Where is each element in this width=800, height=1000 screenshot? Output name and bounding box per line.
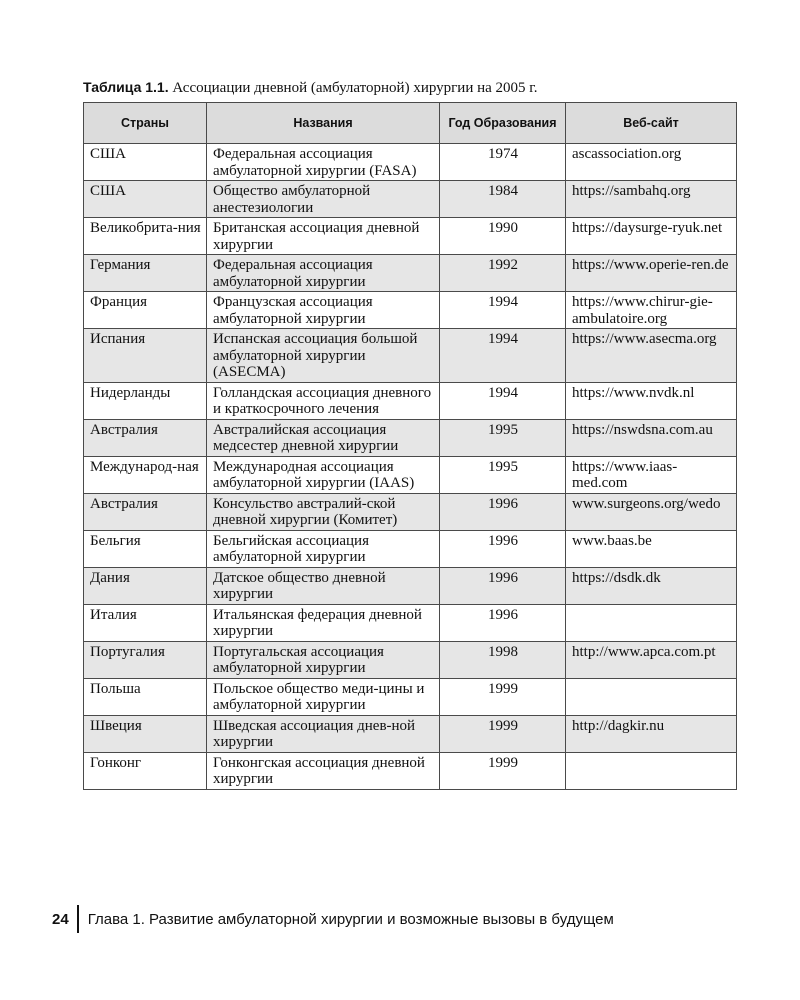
country-cell: Нидерланды — [84, 382, 207, 419]
name-cell: Итальянская федерация дневной хирургии — [207, 604, 440, 641]
website-cell: http://www.apca.com.pt — [566, 641, 737, 678]
country-cell: Международ-ная — [84, 456, 207, 493]
year-cell: 1994 — [440, 329, 566, 383]
table-row — [84, 567, 737, 604]
year-cell: 1999 — [440, 715, 566, 752]
name-cell: Португальская ассоциация амбулаторной хирургии — [207, 641, 440, 678]
year-cell: 1996 — [440, 604, 566, 641]
country-cell: США — [84, 181, 207, 218]
caption-text: Ассоциации дневной (амбулаторной) хирургии на 2005 г. — [168, 80, 538, 96]
website-cell — [566, 678, 737, 715]
country-cell: Гонконг — [84, 752, 207, 789]
website-cell — [566, 604, 737, 641]
name-cell: Датское общество дневной хирургии — [207, 567, 440, 604]
website-cell: https://www.operie-ren.de — [566, 255, 737, 292]
country-cell: Бельгия — [84, 530, 207, 567]
website-cell: https://www.asecma.org — [566, 329, 737, 383]
name-cell: Польское общество меди-цины и амбулаторной хирургии — [207, 678, 440, 715]
table-row — [84, 419, 737, 456]
country-cell: Великобрита-ния — [84, 218, 207, 255]
name-cell: Австралийская ассоциация медсестер дневной хирургии — [207, 419, 440, 456]
website-cell: https://daysurge-ryuk.net — [566, 218, 737, 255]
name-cell: Консульство австралий-ской дневной хирургии (Комитет) — [207, 493, 440, 530]
website-cell: https://sambahq.org — [566, 181, 737, 218]
website-cell: www.surgeons.org/wedo — [566, 493, 737, 530]
name-cell: Гонконгская ассоциация дневной хирургии — [207, 752, 440, 789]
country-cell: Германия — [84, 255, 207, 292]
country-cell: Португалия — [84, 641, 207, 678]
country-cell: Испания — [84, 329, 207, 383]
website-cell: https://www.nvdk.nl — [566, 382, 737, 419]
country-cell: Дания — [84, 567, 207, 604]
header-website: Веб-сайт — [566, 103, 737, 144]
year-cell: 1995 — [440, 456, 566, 493]
year-cell: 1974 — [440, 144, 566, 181]
year-cell: 1999 — [440, 678, 566, 715]
country-cell: Франция — [84, 292, 207, 329]
table-row — [84, 292, 737, 329]
caption-label: Таблица 1.1. — [83, 79, 169, 95]
table-row — [84, 144, 737, 181]
header-year-founded: Год Образования — [440, 103, 566, 144]
table-row — [84, 329, 737, 383]
table-row — [84, 255, 737, 292]
name-cell: Федеральная ассоциация амбулаторной хирургии (FASA) — [207, 144, 440, 181]
website-cell: https://dsdk.dk — [566, 567, 737, 604]
year-cell: 1990 — [440, 218, 566, 255]
table-row — [84, 641, 737, 678]
table-row — [84, 604, 737, 641]
table-header-row — [84, 103, 737, 144]
table-row — [84, 715, 737, 752]
name-cell: Бельгийская ассоциация амбулаторной хирургии — [207, 530, 440, 567]
year-cell: 1992 — [440, 255, 566, 292]
name-cell: Федеральная ассоциация амбулаторной хирургии — [207, 255, 440, 292]
country-cell: Австралия — [84, 493, 207, 530]
name-cell: Международная ассоциация амбулаторной хирургии (IAAS) — [207, 456, 440, 493]
page-footer — [52, 905, 614, 933]
table-row — [84, 752, 737, 789]
country-cell: Австралия — [84, 419, 207, 456]
year-cell: 1995 — [440, 419, 566, 456]
year-cell: 1994 — [440, 382, 566, 419]
associations-table — [83, 102, 737, 790]
year-cell: 1998 — [440, 641, 566, 678]
country-cell: Польша — [84, 678, 207, 715]
table-row — [84, 218, 737, 255]
name-cell: Шведская ассоциация днев-ной хирургии — [207, 715, 440, 752]
name-cell: Французская ассоциация амбулаторной хирургии — [207, 292, 440, 329]
website-cell: https://www.chirur-gie-ambulatoire.org — [566, 292, 737, 329]
table-row — [84, 382, 737, 419]
table-row — [84, 181, 737, 218]
website-cell: https://www.iaas-med.com — [566, 456, 737, 493]
chapter-title: Глава 1. Развитие амбулаторной хирургии и возможные вызовы в будущем — [87, 910, 614, 928]
name-cell: Общество амбулаторной анестезиологии — [207, 181, 440, 218]
year-cell: 1999 — [440, 752, 566, 789]
country-cell: Швеция — [84, 715, 207, 752]
website-cell: http://dagkir.nu — [566, 715, 737, 752]
website-cell: https://nswdsna.com.au — [566, 419, 737, 456]
country-cell: Италия — [84, 604, 207, 641]
website-cell: ascassociation.org — [566, 144, 737, 181]
year-cell: 1996 — [440, 567, 566, 604]
page-number: 24 — [52, 910, 69, 928]
year-cell: 1984 — [440, 181, 566, 218]
table-row — [84, 678, 737, 715]
header-countries: Страны — [84, 103, 207, 144]
year-cell: 1994 — [440, 292, 566, 329]
table-row — [84, 456, 737, 493]
name-cell: Испанская ассоциация большой амбулаторной хирургии (ASECMA) — [207, 329, 440, 383]
table-caption — [83, 79, 538, 97]
website-cell: www.baas.be — [566, 530, 737, 567]
country-cell: США — [84, 144, 207, 181]
name-cell: Британская ассоциация дневной хирургии — [207, 218, 440, 255]
year-cell: 1996 — [440, 493, 566, 530]
name-cell: Голландская ассоциация дневного и краткосрочного лечения — [207, 382, 440, 419]
year-cell: 1996 — [440, 530, 566, 567]
footer-divider — [77, 905, 79, 933]
header-names: Названия — [207, 103, 440, 144]
table-row — [84, 530, 737, 567]
table-row — [84, 493, 737, 530]
table-body — [84, 144, 737, 790]
website-cell — [566, 752, 737, 789]
